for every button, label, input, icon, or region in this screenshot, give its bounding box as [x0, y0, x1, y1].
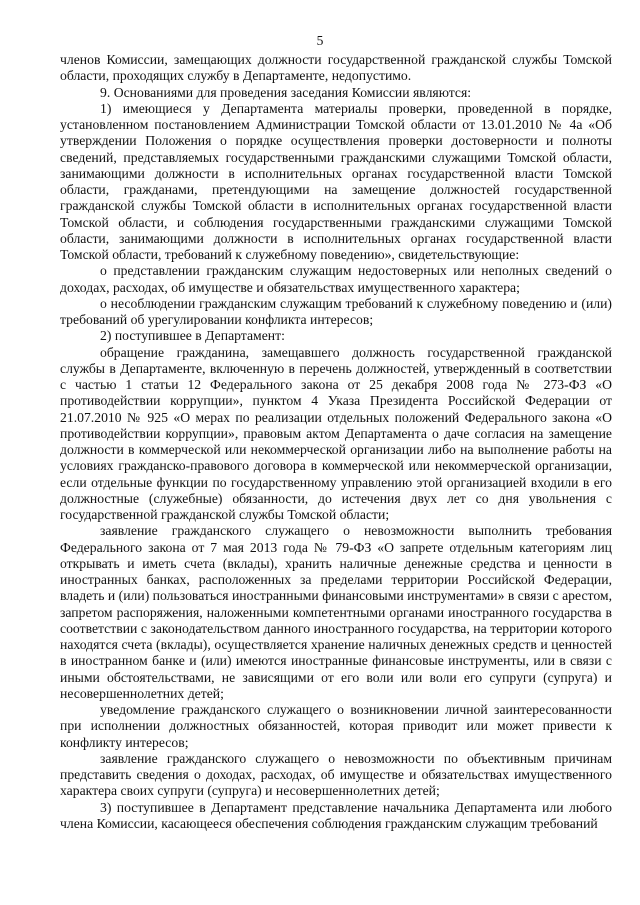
paragraph-foreign-accounts-statement: заявление гражданского служащего о невозможности выполнить требования Федерального закона от 7 мая 2013 года № 79-ФЗ «О запрете отдельным категориям лиц открывать и иметь счета (вклады), хранить наличные денежные средства и ценности в иностранных банках, расположенных за пределами территории Российской Федерации, владеть и (или) пользоваться иностранными финансовыми инструментами» в связи с арестом, запретом распоряжения, наложенными компетентными органами иностранного государства в соответствии с законодательством данного иностранного государства, на территории которого находятся счета (вклады), осуществляется хранение наличных денежных средств и ценностей в иностранном банке и (или) имеются иностранные финансовые инструменты, или в связи с иными обстоятельствами, не зависящими от его воли или воли его супруги (супруга) и несовершеннолетних детей; [60, 523, 612, 701]
paragraph-false-info: о представлении гражданским служащим недостоверных или неполных сведений о доходах, расходах, об имуществе и обязательствах имущественного характера; [60, 263, 612, 295]
paragraph-subitem-3: 3) поступившее в Департамент представление начальника Департамента или любого члена Комиссии, касающееся обеспечения соблюдения гражданским служащим требований [60, 799, 612, 831]
paragraph-citizen-appeal: обращение гражданина, замещавшего должность государственной гражданской службы в Департаменте, включенную в перечень должностей, утвержденный в соответствии с частью 1 статьи 12 Федерального закона от 25 декабря 2008 года № 273-ФЗ «О противодействии коррупции», пунктом 4 Указа Президента Российской Федерации от 21.07.2010 № 925 «О мерах по реализации отдельных положений Федерального закона «О противодействии коррупции», правовым актом Департамента о даче согласия на замещение должности в коммерческой или некоммерческой организации либо на выполнение работы на условиях гражданско-правового договора в коммерческой или некоммерческой организации, если отдельные функции по государственному управлению этой организацией входили в его должностные (служебные) обязанности, до истечения двух лет со дня увольнения с государственной гражданской службы Томской области; [60, 344, 612, 522]
paragraph-conflict-notice: уведомление гражданского служащего о возникновении личной заинтересованности при исполнении должностных обязанностей, которая приводит или может привести к конфликту интересов; [60, 702, 612, 750]
paragraph-subitem-1: 1) имеющиеся у Департамента материалы проверки, проведенной в порядке, установленном постановлением Администрации Томской области от 13.01.2010 № 4а «Об утверждении Положения о порядке осуществления проверки достоверности и полноты сведений, представляемых государственными гражданскими служащими Томской области, занимающими должности в исполнительных органах государственной власти Томской области, гражданами, претендующими на замещение должностей государственной гражданской службы Томской области в исполнительных органах государственной власти Томской области, и соблюдения государственными гражданскими служащими Томской области, занимающими должности в исполнительных органах государственной власти Томской области, требований к служебному поведению», свидетельствующие: [60, 100, 612, 262]
paragraph-continuation: членов Комиссии, замещающих должности государственной гражданской службы Томской области, проходящих службу в Департаменте, недопустимо. [60, 52, 612, 84]
paragraph-subitem-2: 2) поступившее в Департамент: [100, 328, 285, 344]
paragraph-item-9: 9. Основаниями для проведения заседания Комиссии являются: [100, 84, 472, 100]
document-body [60, 52, 612, 832]
paragraph-noncompliance: о несоблюдении гражданским служащим требований к служебному поведению и (или) требований об урегулировании конфликта интересов; [60, 295, 612, 327]
page-number: 5 [316, 33, 324, 48]
paragraph-income-statement: заявление гражданского служащего о невозможности по объективным причинам представить сведения о доходах, расходах, об имуществе и обязательствах имущественного характера своих супруги (супруга) и несовершеннолетних детей; [60, 750, 612, 799]
